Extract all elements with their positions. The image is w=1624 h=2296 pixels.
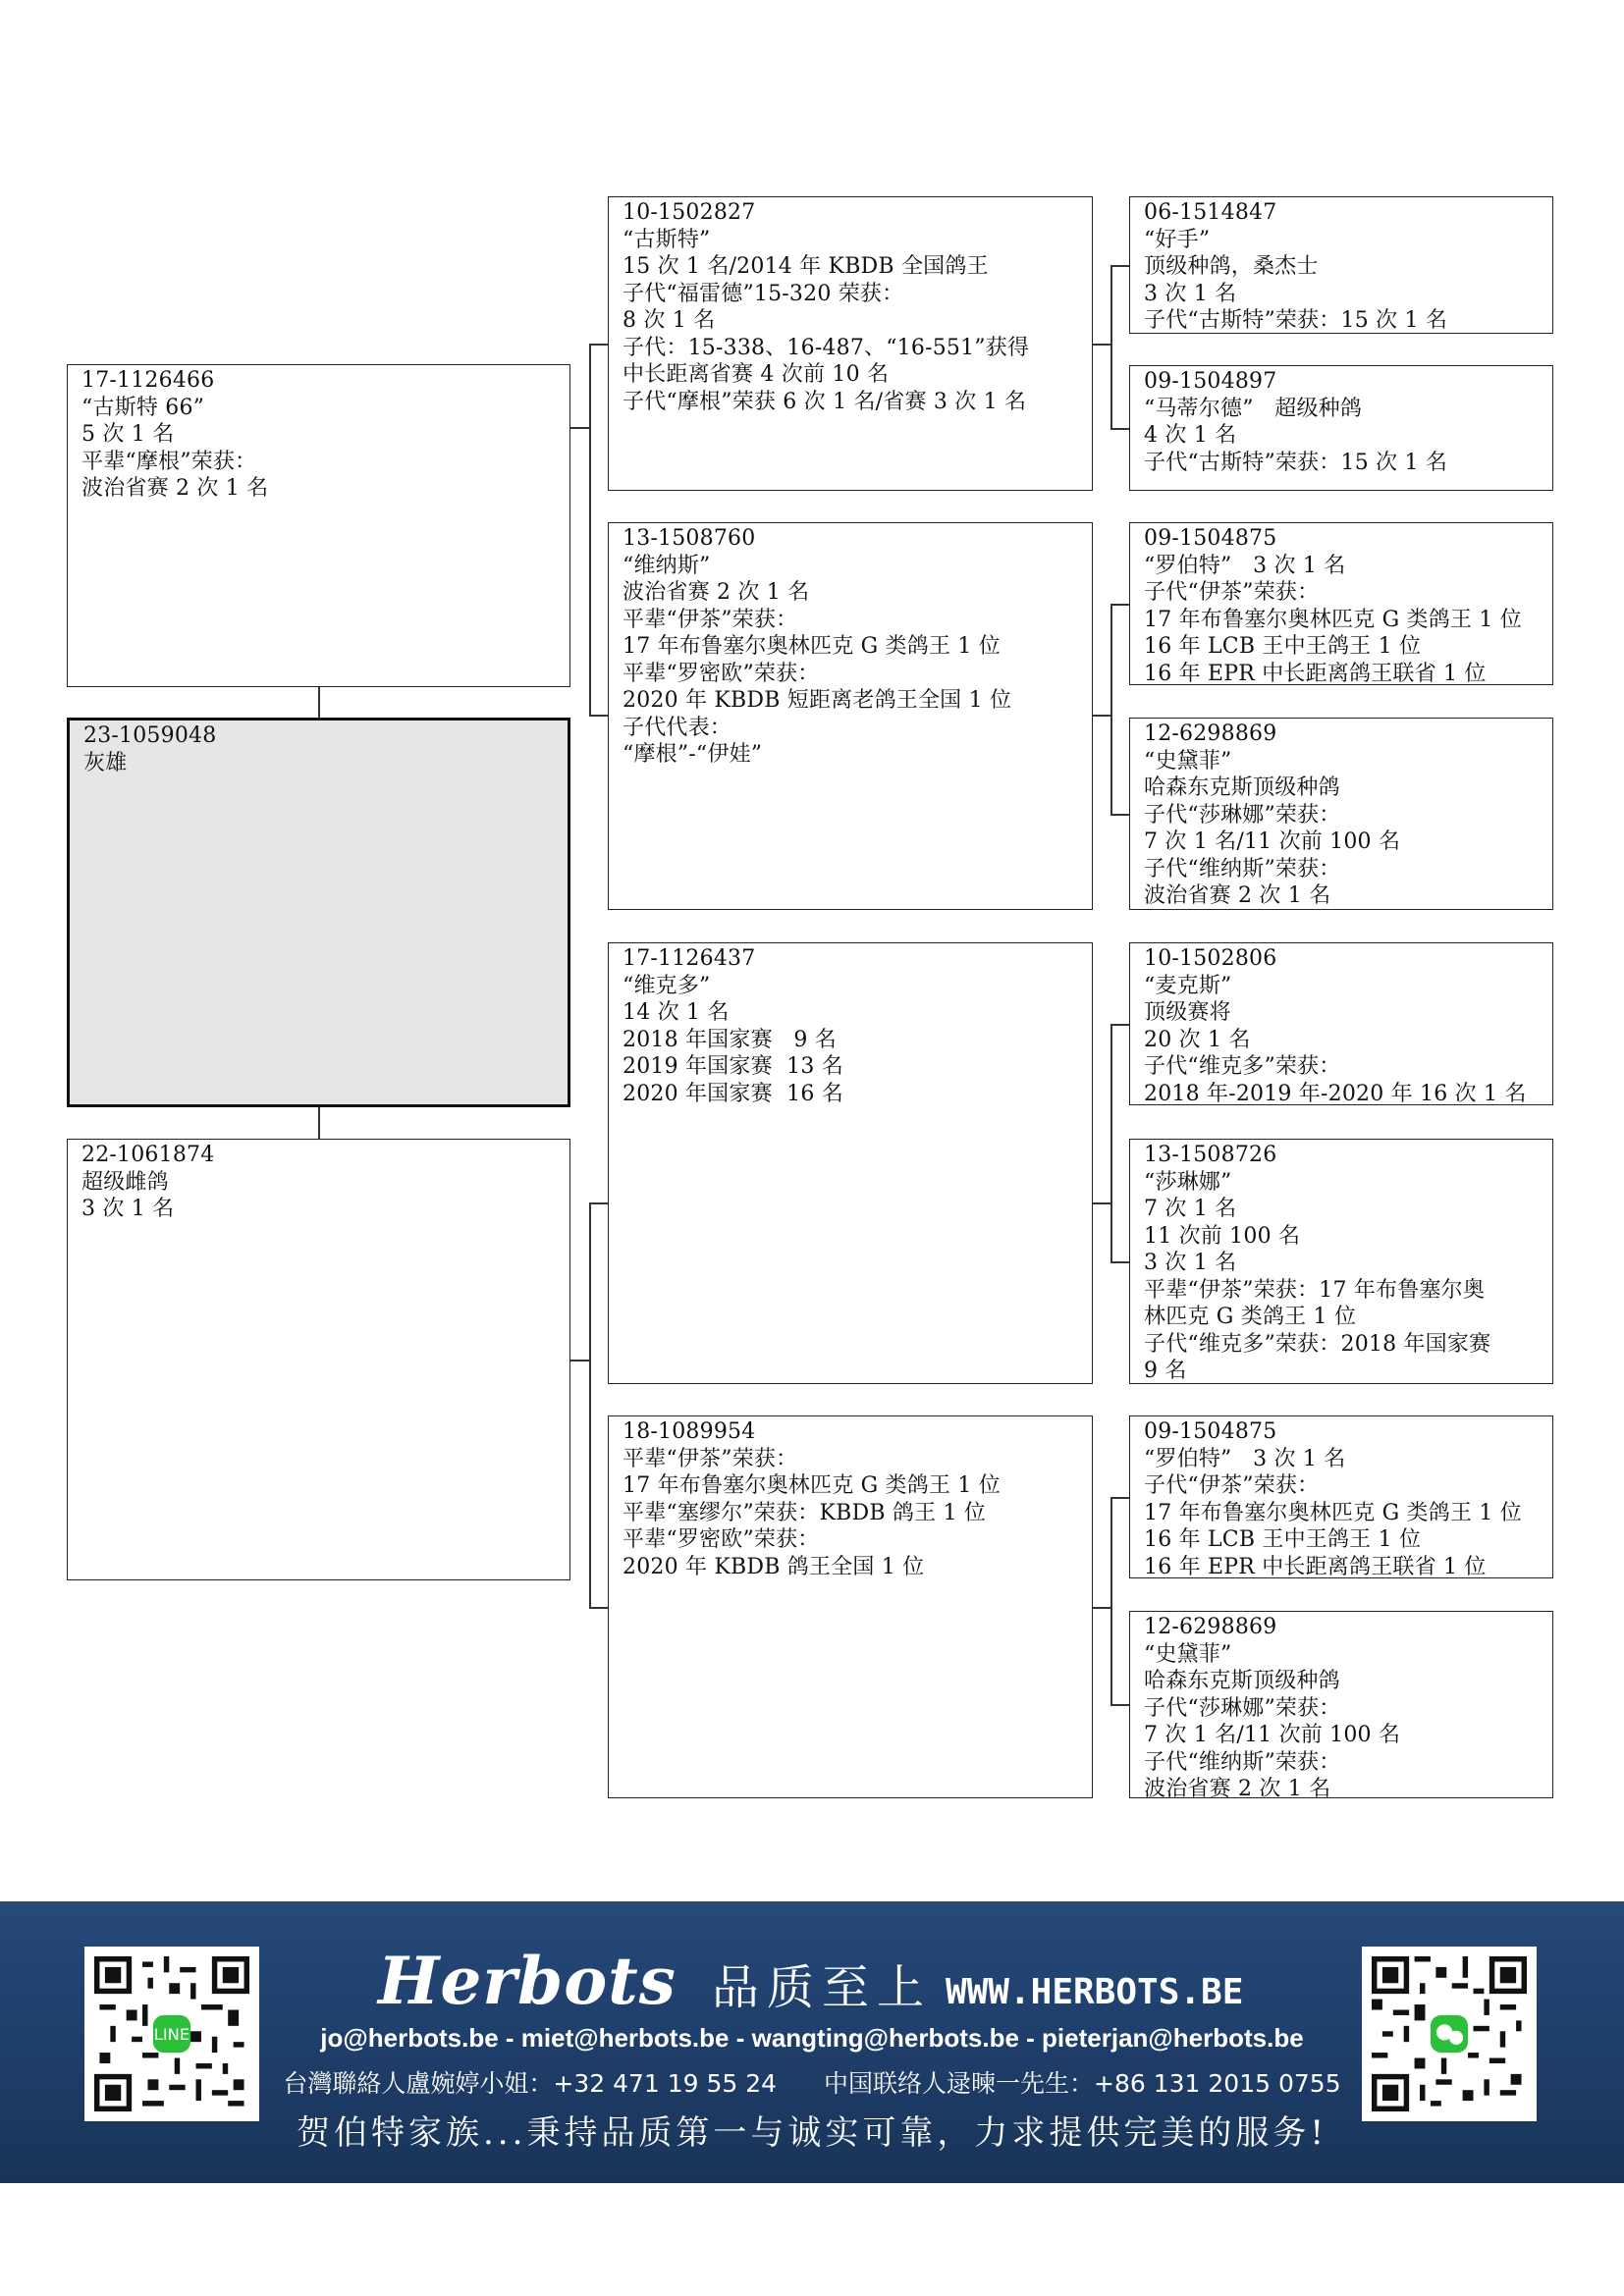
pedigree-line: 子代“莎琳娜”荣获： [1144,802,1341,828]
pedigree-line: 17 年布鲁塞尔奥林匹克 G 类鸽王 1 位 [623,1473,1001,1498]
pedigree-line: 11 次前 100 名 [1144,1223,1301,1249]
connector [589,1202,591,1607]
ring-number: 10-1502827 [623,200,756,225]
pedigree-line: 子代“维克多”荣获：2018 年国家赛 [1144,1331,1491,1357]
ring-number: 13-1508726 [1144,1143,1277,1167]
svg-text:LINE: LINE [153,2024,190,2044]
pedigree-line: “维克多” [623,973,711,998]
pedigree-line: 4 次 1 名 [1144,423,1237,448]
pedigree-line: 3 次 1 名 [1144,281,1237,306]
pedigree-line: 2020 年 KBDB 短距离老鸽王全国 1 位 [623,688,1012,713]
ring-number: 18-1089954 [623,1419,756,1444]
pedigree-line: 子代“莎琳娜”荣获： [1144,1695,1341,1721]
pedigree-line: 9 名 [1144,1359,1187,1383]
ring-number: 06-1514847 [1144,200,1277,225]
pedigree-line: 2020 年 KBDB 鸽王全国 1 位 [623,1554,925,1579]
ring-number: 12-6298869 [1144,721,1277,746]
herbots-logo: Herbots [378,1943,677,2019]
pedigree-line: 子代“维纳斯”荣获： [1144,1749,1341,1775]
pedigree-line: 波治省赛 2 次 1 名 [623,580,810,605]
pedigree-line: 顶级种鸽，桑杰士 [1144,254,1319,279]
pedigree-line: “古斯特 66” [81,395,205,420]
pedigree-line: 平辈“伊茶”荣获：17 年布鲁塞尔奥 [1144,1277,1486,1303]
pedigree-line: 子代：15-338、16-487、“16-551”获得 [623,335,1030,360]
ring-number: 09-1504897 [1144,369,1277,394]
pedigree-line: “麦克斯” [1144,973,1232,998]
pedigree-line: 超级雌鸽 [81,1169,169,1195]
pedigree-line: 哈森东克斯顶级种鸽 [1144,1669,1340,1693]
dam-dam-card [608,1415,1093,1798]
pedigree-line: 2019 年国家赛 13 名 [623,1054,843,1079]
pedigree-line: 20 次 1 名 [1144,1027,1251,1052]
sdd-card [1129,718,1553,910]
pedigree-line: 哈森东克斯顶级种鸽 [1144,775,1340,800]
connector [1110,1261,1129,1263]
connector [1110,265,1112,428]
connector [318,1107,320,1139]
pedigree-line: 2018 年国家赛 9 名 [623,1027,837,1052]
pedigree-line: “史黛菲” [1144,748,1232,774]
dam-sire-card [608,942,1093,1384]
connector [589,344,591,715]
pedigree-line: 子代“维克多”荣获： [1144,1054,1341,1079]
ddd-card [1129,1611,1553,1801]
pedigree-line: “马蒂尔德” 超级种鸽 [1144,396,1363,421]
slogan: 品质至上 [711,1960,932,2015]
connector [1110,1497,1112,1704]
pedigree-line: 平辈“伊茶”荣获： [623,1446,798,1471]
motto: 贺伯特家族...秉持品质第一与诚实可靠，力求提供完美的服务! [296,2113,1328,2153]
pedigree-line: 子代“摩根”荣获 6 次 1 名/省赛 3 次 1 名 [623,389,1027,414]
pedigree-line: 2018 年-2019 年-2020 年 16 次 1 名 [1144,1081,1527,1106]
pedigree-line: 平辈“塞缪尔”荣获：KBDB 鸽王 1 位 [623,1500,987,1525]
pedigree-line: “罗伯特” 3 次 1 名 [1144,1446,1346,1471]
pedigree-line: 17 年布鲁塞尔奥林匹克 G 类鸽王 1 位 [1144,1500,1522,1525]
email-list[interactable]: jo@herbots.be - miet@herbots.be - wangting@herbots.be - pieterjan@herbots.be [320,2023,1304,2053]
pedigree-line: 平辈“伊茶”荣获： [623,607,798,632]
connector [318,687,320,718]
connector [1110,1497,1129,1499]
pedigree-line: 波治省赛 2 次 1 名 [1144,883,1331,908]
pedigree-line: 顶级赛将 [1144,1000,1231,1025]
ring-number: 23-1059048 [83,723,217,748]
connector [589,715,608,717]
connector [589,344,608,346]
pedigree-line: 16 年 LCB 王中王鸽王 1 位 [1144,634,1422,659]
pedigree-line: “摩根”-“伊娃” [623,742,763,767]
ring-number: 17-1126466 [81,368,215,393]
connector [1110,428,1129,430]
pedigree-line: 7 次 1 名 [1144,1197,1237,1221]
pedigree-line: 平辈“摩根”荣获： [81,449,257,474]
ring-number: 09-1504875 [1144,526,1277,551]
ring-number: 22-1061874 [81,1143,215,1167]
connector [1093,1202,1110,1204]
footer-banner [0,1901,1624,2183]
sire-sire-card [608,196,1093,491]
ring-number: 10-1502806 [1144,946,1277,971]
pedigree-line: 3 次 1 名 [1144,1251,1237,1275]
pedigree-line: “罗伯特” 3 次 1 名 [1144,553,1346,578]
dam-card [67,1139,570,1580]
pedigree-line: “好手” [1144,227,1211,252]
pedigree-line: “莎琳娜” [1144,1169,1232,1195]
pedigree-line: “古斯特” [623,227,711,252]
connector [1093,715,1110,717]
pedigree-line: 14 次 1 名 [623,1000,730,1025]
pedigree-line: 2020 年国家赛 16 名 [623,1081,843,1106]
qr-pattern [1372,1956,1527,2111]
connector [1110,604,1129,606]
pedigree-line: 林匹克 G 类鸽王 1 位 [1144,1305,1357,1329]
ring-number: 12-6298869 [1144,1615,1277,1639]
connector [1093,344,1110,346]
contact-china: 中国联络人逯暕一先生：+86 131 2015 0755 [824,2069,1341,2098]
connector [589,1607,608,1609]
connector [570,427,589,429]
connector [1110,1024,1129,1026]
pedigree-line: 子代“古斯特”荣获：15 次 1 名 [1144,450,1448,475]
sire-dam-card [608,522,1093,910]
connector [1110,265,1129,267]
pedigree-line: 子代“福雷德”15-320 荣获： [623,281,904,306]
pedigree-line: 5 次 1 名 [81,422,175,447]
pedigree-line: 17 年布鲁塞尔奥林匹克 G 类鸽王 1 位 [1144,607,1522,632]
pedigree-line: 16 年 LCB 王中王鸽王 1 位 [1144,1527,1422,1552]
pedigree-line: 8 次 1 名 [623,308,716,333]
ring-number: 13-1508760 [623,526,756,551]
pedigree-line: “维纳斯” [623,553,711,578]
pedigree-line: 平辈“罗密欧”荣获： [623,661,820,686]
pedigree-line: 波治省赛 2 次 1 名 [81,476,269,501]
wechat-qr-code[interactable] [1362,1947,1537,2121]
pedigree-line: 7 次 1 名/11 次前 100 名 [1144,1723,1401,1747]
pedigree-line: 16 年 EPR 中长距离鸽王联省 1 位 [1144,1554,1487,1579]
connector [1110,814,1129,816]
ssd-card [1129,365,1553,491]
connector [1093,1607,1110,1609]
pedigree-line: 17 年布鲁塞尔奥林匹克 G 类鸽王 1 位 [623,634,1001,659]
connector [570,1360,589,1362]
pedigree-line: 7 次 1 名/11 次前 100 名 [1144,829,1401,854]
ring-number: 17-1126437 [623,946,756,971]
pedigree-line: 波治省赛 2 次 1 名 [1144,1777,1331,1801]
ring-number: 09-1504875 [1144,1419,1277,1444]
dss-card [1129,942,1553,1105]
pedigree-line: 子代“古斯特”荣获：15 次 1 名 [1144,308,1448,333]
contact-taiwan: 台灣聯絡人盧婉婷小姐：+32 471 19 55 24 [283,2069,778,2098]
pedigree-line: 平辈“罗密欧”荣获： [623,1527,820,1552]
sss-card [1129,196,1553,334]
connector [589,1202,608,1204]
pedigree-line: 16 年 EPR 中长距离鸽王联省 1 位 [1144,661,1487,686]
connector [1110,604,1112,814]
pedigree-line: 3 次 1 名 [81,1197,175,1221]
pedigree-line: 子代“伊茶”荣获： [1144,580,1320,605]
connector [1110,1704,1129,1706]
pedigree-line: 中长距离省赛 4 次前 10 名 [623,362,890,387]
website-link[interactable]: WWW.HERBOTS.BE [945,1972,1244,2012]
dsd-card [1129,1139,1553,1384]
pedigree-line: 灰雄 [83,750,128,775]
pedigree-line: 子代代表： [623,715,732,740]
subject-card [67,718,570,1107]
pedigree-line: 子代“维纳斯”荣获： [1144,856,1341,881]
pedigree-line: 15 次 1 名/2014 年 KBDB 全国鸽王 [623,254,989,279]
sds-card [1129,522,1553,685]
sire-card [67,364,570,687]
pedigree-line: 子代“伊茶”荣获： [1144,1473,1320,1498]
connector [1110,1024,1112,1261]
pedigree-line: “史黛菲” [1144,1641,1232,1667]
dds-card [1129,1415,1553,1578]
brand-row [378,1943,1244,2019]
